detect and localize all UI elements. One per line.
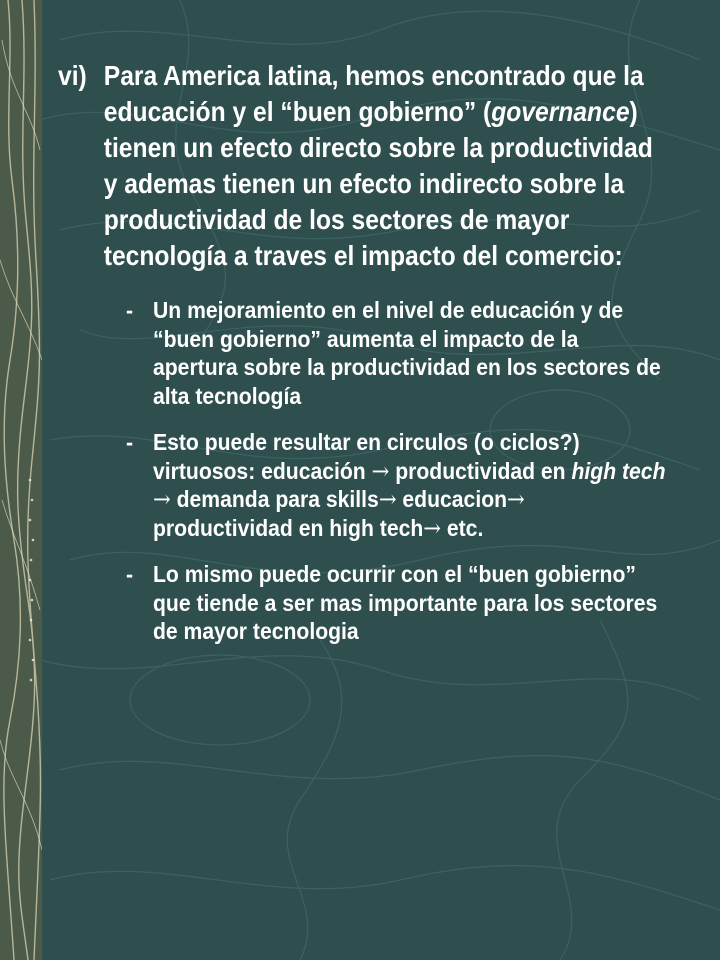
arrow-icon: → [507,485,525,513]
governance-term: governance [491,96,630,127]
subpoint-marker: - [126,561,134,587]
subpoint-text: Esto puede resultar en circulos (o ciclos?) virtuosos: educación → productividad en high tech → demanda para skills→ educacion→ productividad en high tech→ etc. [153,429,666,542]
subpoint-text: Lo mismo puede ocurrir con el “buen gobierno” que tiende a ser mas importante para los sectores de mayor tecnologia [153,561,658,644]
high-tech-term: high tech [571,457,666,484]
subpoint-education-governance [126,296,666,410]
subpoint-good-governance [126,560,666,646]
subpoint-marker: - [126,297,134,323]
subpoint-list [126,296,668,646]
arrow-icon: → [371,456,390,485]
main-point-text: Para America latina, hemos encontrado que la educación y el “buen gobierno” (governance) tienen un efecto directo sobre la productividad y ademas tienen un efecto indirecto sobre la productividad de los sectores de mayor tecnología a traves el impacto del comercio: [103,60,653,271]
arrow-icon: → [423,513,441,542]
left-decorative-strip [0,0,42,960]
main-point-marker: vi) [58,60,87,91]
arrow-icon: → [153,485,171,513]
main-point [58,58,668,274]
subpoint-text: Un mejoramiento en el nivel de educación y de “buen gobierno” aumenta el impacto de la apertura sobre la productividad en los sectores de alta tecnología [153,297,661,409]
subpoint-marker: - [126,429,134,455]
subpoint-virtuous-circles [126,428,666,542]
slide-content [58,58,668,664]
arrow-icon: → [378,485,397,513]
